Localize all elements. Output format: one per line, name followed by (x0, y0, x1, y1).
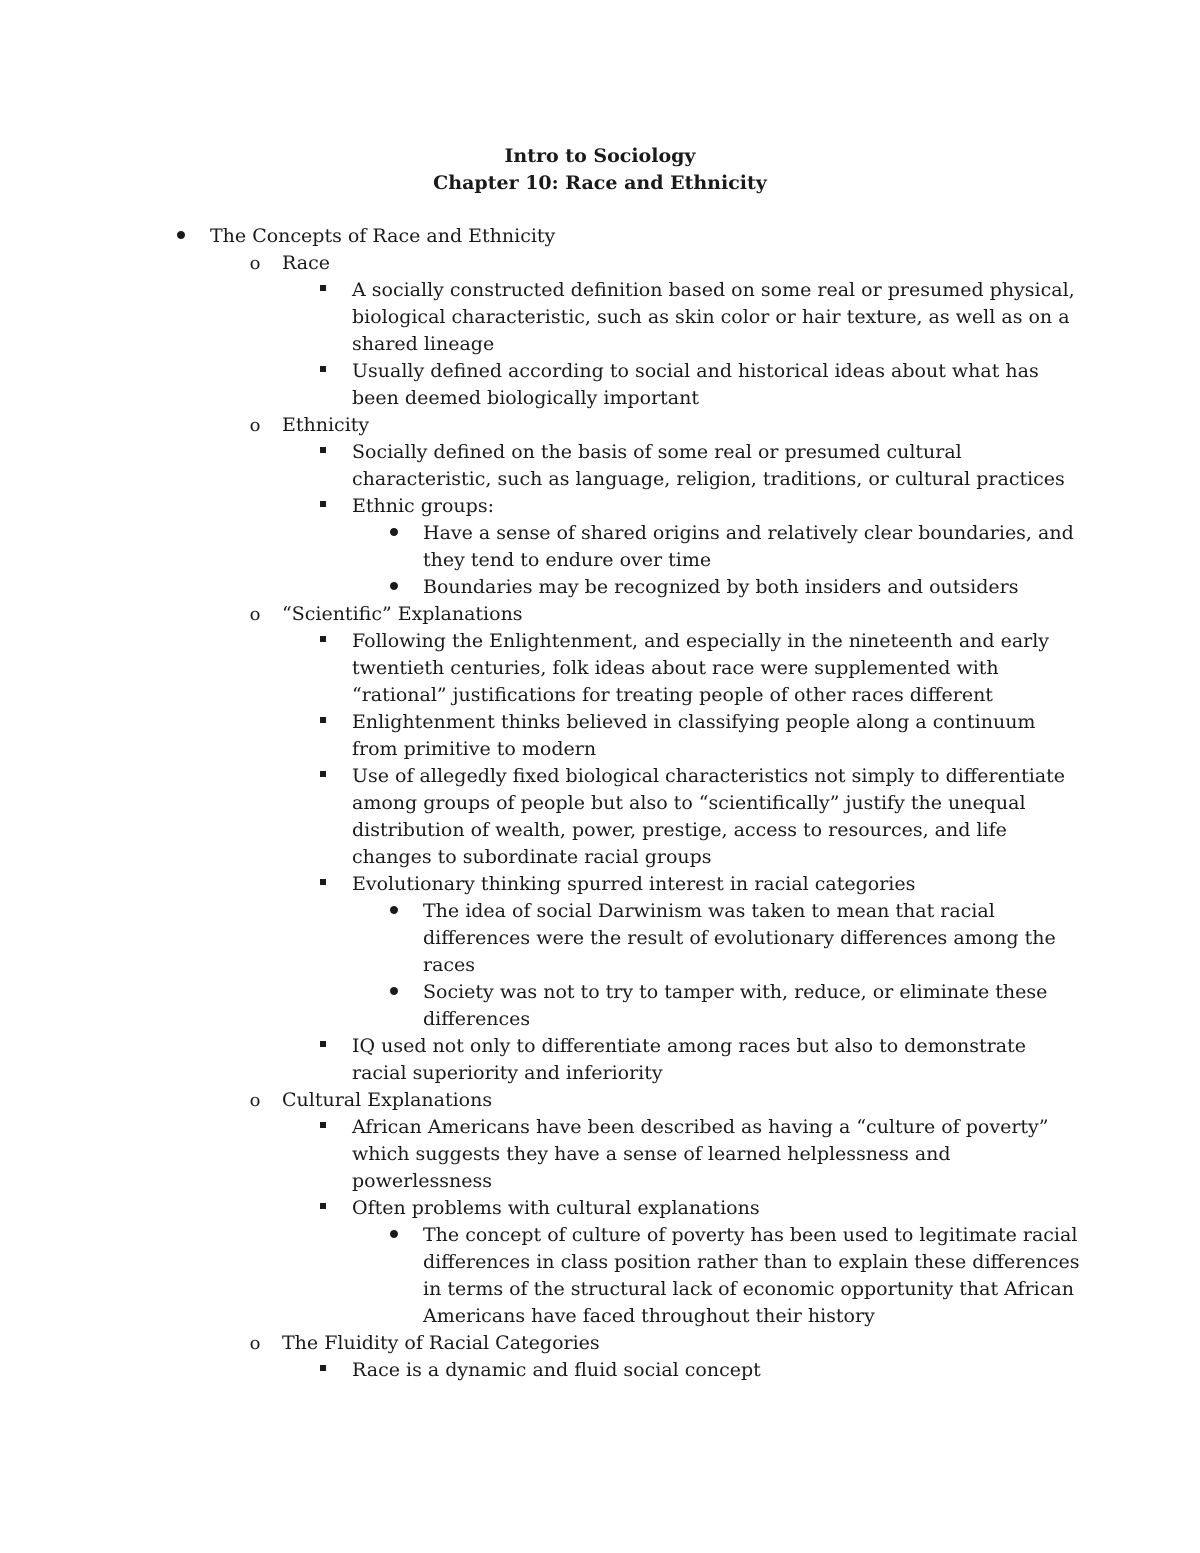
outline-text-line: The Concepts of Race and Ethnicity (210, 225, 556, 247)
outline-text-line: changes to subordinate racial groups (352, 846, 712, 868)
outline-text-line: twentieth centuries, folk ideas about race were supplemented with (352, 657, 999, 679)
bullet-square-icon (313, 439, 333, 466)
bullet-circle-icon: o (249, 604, 261, 625)
outline-item (0, 439, 1200, 493)
outline-text-line: Americans have faced throughout their history (423, 1305, 875, 1327)
outline-item (0, 493, 1200, 520)
outline-text-line: A socially constructed definition based on some real or presumed physical, (352, 279, 1075, 301)
outline-text-line: Society was not to try to tamper with, reduce, or eliminate these (423, 981, 1048, 1003)
outline-item (0, 979, 1200, 1033)
outline-text-line: among groups of people but also to “scientifically” justify the unequal (352, 792, 1026, 814)
bullet-circle-icon: o (249, 1333, 261, 1354)
outline-text-line: races (423, 954, 476, 976)
document-subtitle: Chapter 10: Race and Ethnicity (433, 172, 767, 194)
outline-text-line: differences in class position rather than to explain these differences (423, 1251, 1080, 1273)
bullet-square-icon (313, 1195, 333, 1222)
outline-text-line: “rational” justifications for treating people of other races different (352, 684, 993, 706)
outline-text-line: The concept of culture of poverty has been used to legitimate racial (423, 1224, 1078, 1246)
bullet-square-icon (313, 628, 333, 655)
title-block (0, 143, 1200, 197)
outline-text-line: Evolutionary thinking spurred interest in racial categories (352, 873, 916, 895)
bullet-square-icon (313, 358, 333, 385)
outline-item (0, 574, 1200, 601)
bullet-square-icon (313, 1033, 333, 1060)
outline-text-line: The idea of social Darwinism was taken to mean that racial (423, 900, 995, 922)
bullet-circle-icon: o (249, 1090, 261, 1111)
outline-text-line: The Fluidity of Racial Categories (282, 1332, 600, 1354)
outline-text-line: powerlessness (352, 1170, 492, 1192)
outline-text-line: IQ used not only to differentiate among races but also to demonstrate (352, 1035, 1026, 1057)
bullet-dot-icon (171, 223, 191, 250)
outline-item (0, 1330, 1200, 1357)
outline-item (0, 871, 1200, 898)
outline-item (0, 1033, 1200, 1087)
outline-item (0, 1357, 1200, 1384)
document-title: Intro to Sociology (504, 145, 696, 167)
outline-item (0, 412, 1200, 439)
bullet-dot-icon (384, 898, 404, 925)
outline-text-line: in terms of the structural lack of economic opportunity that African (423, 1278, 1074, 1300)
outline-text-line: biological characteristic, such as skin color or hair texture, as well as on a (352, 306, 1070, 328)
bullet-square-icon (313, 493, 333, 520)
outline-text-line: from primitive to modern (352, 738, 597, 760)
outline-list (0, 223, 1200, 1384)
outline-text-line: Ethnic groups: (352, 495, 494, 517)
outline-text-line: Race is a dynamic and fluid social concept (352, 1359, 761, 1381)
outline-text-line: African Americans have been described as having a “culture of poverty” (352, 1116, 1049, 1138)
outline-text-line: shared lineage (352, 333, 495, 355)
bullet-square-icon (313, 763, 333, 790)
bullet-square-icon (313, 1114, 333, 1141)
bullet-dot-icon (384, 1222, 404, 1249)
outline-item (0, 358, 1200, 412)
outline-item (0, 628, 1200, 709)
outline-text-line: Have a sense of shared origins and relatively clear boundaries, and (423, 522, 1074, 544)
bullet-square-icon (313, 709, 333, 736)
outline-text-line: Use of allegedly fixed biological characteristics not simply to differentiate (352, 765, 1066, 787)
outline-item (0, 763, 1200, 871)
outline-text-line: Enlightenment thinks believed in classifying people along a continuum (352, 711, 1036, 733)
outline-item (0, 1195, 1200, 1222)
bullet-circle-icon: o (249, 253, 261, 274)
outline-text-line: Ethnicity (282, 414, 370, 436)
outline-text-line: which suggests they have a sense of learned helplessness and (352, 1143, 951, 1165)
outline-text-line: they tend to endure over time (423, 549, 712, 571)
outline-text-line: racial superiority and inferiority (352, 1062, 663, 1084)
outline-text-line: been deemed biologically important (352, 387, 699, 409)
outline-item (0, 520, 1200, 574)
bullet-square-icon (313, 871, 333, 898)
outline-text-line: “Scientific” Explanations (282, 603, 523, 625)
bullet-dot-icon (384, 520, 404, 547)
outline-text-line: Often problems with cultural explanations (352, 1197, 760, 1219)
bullet-dot-icon (384, 574, 404, 601)
outline-item (0, 250, 1200, 277)
outline-text-line: Race (282, 252, 330, 274)
bullet-square-icon (313, 1357, 333, 1384)
outline-item (0, 1087, 1200, 1114)
outline-text-line: differences were the result of evolutionary differences among the (423, 927, 1056, 949)
bullet-square-icon (313, 277, 333, 304)
outline-text-line: Usually defined according to social and historical ideas about what has (352, 360, 1039, 382)
outline-item (0, 1222, 1200, 1330)
bullet-circle-icon: o (249, 415, 261, 436)
outline-text-line: distribution of wealth, power, prestige, access to resources, and life (352, 819, 1007, 841)
outline-text-line: Cultural Explanations (282, 1089, 493, 1111)
outline-text-line: Boundaries may be recognized by both insiders and outsiders (423, 576, 1019, 598)
outline-text-line: Following the Enlightenment, and especially in the nineteenth and early (352, 630, 1050, 652)
outline-item (0, 223, 1200, 250)
outline-text-line: differences (423, 1008, 531, 1030)
outline-item (0, 898, 1200, 979)
outline-item (0, 277, 1200, 358)
outline-item (0, 601, 1200, 628)
outline-item (0, 1114, 1200, 1195)
bullet-dot-icon (384, 979, 404, 1006)
outline-item (0, 709, 1200, 763)
outline-text-line: Socially defined on the basis of some real or presumed cultural (352, 441, 962, 463)
outline-text-line: characteristic, such as language, religion, traditions, or cultural practices (352, 468, 1065, 490)
